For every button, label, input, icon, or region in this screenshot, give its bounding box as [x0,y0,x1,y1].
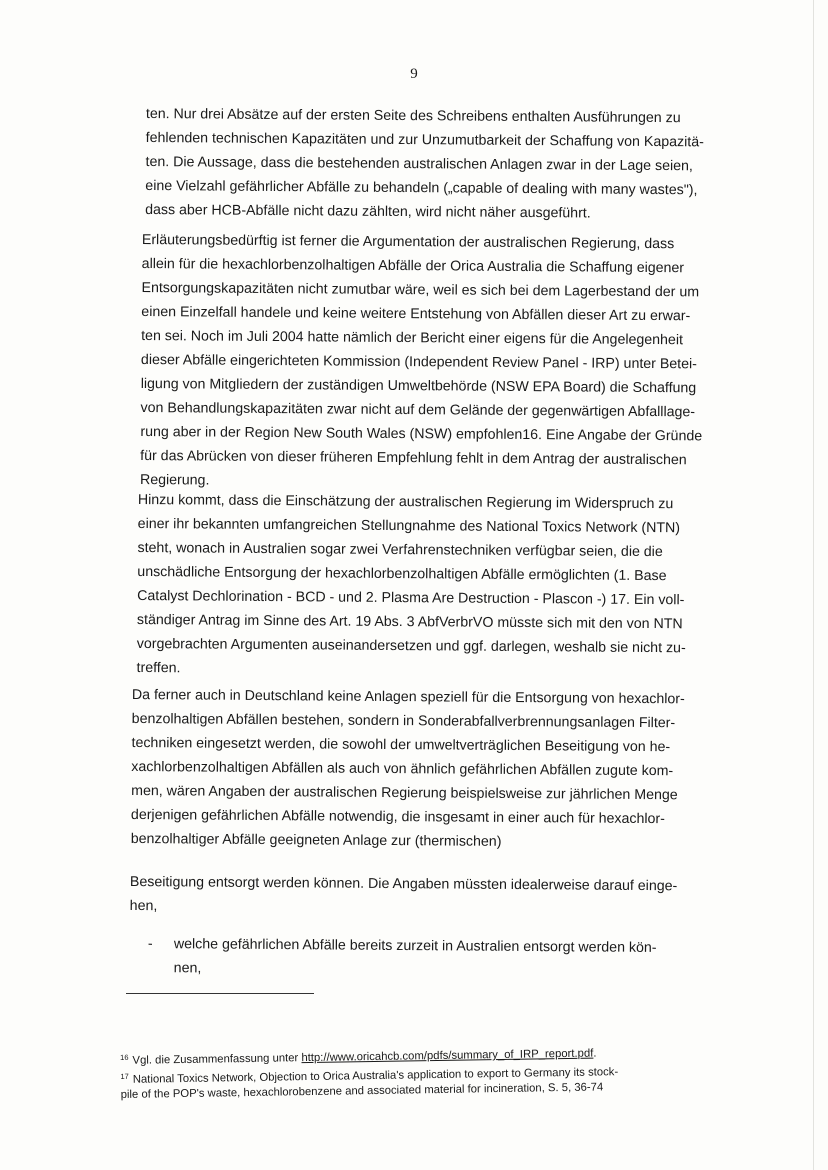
footnote-17-continuation: pile of the POP's waste, hexachlorobenzene and associated material for incineration, S. 5, 36-74 [120,1081,604,1101]
text-line: ten. Nur drei Absätze auf der ersten Seite des Schreibens enthalten Ausführungen zu [145,105,681,127]
footnotes [120,1041,681,1103]
text-line: Erläuterungsbedürftig ist ferner die Argumentation der australischen Regierung, dass [141,231,675,253]
text-line: dieser Abfälle eingerichteten Kommission (Independent Review Panel - IRP) unter Betei- [140,351,697,373]
text-line: Regierung. [139,471,210,489]
text-line: steht, wonach in Australien sogar zwei Verfahrenstechniken verfügbar seien, die die [137,539,663,561]
footnote-text: Vgl. die Zusammenfassung unter [132,1052,302,1067]
text-line: ständiger Antrag im Sinne des Art. 19 Abs. 3 AbfVerbrVO müsste sich mit den von NTN [136,611,683,633]
text-line: ten sei. Noch im Juli 2004 hatte nämlich der Bericht einer eigens für die Angelegenheit [141,327,684,349]
text-line: Hinzu kommt, dass die Einschätzung der australischen Regierung im Widerspruch zu [137,491,674,513]
text-line: ten. Die Aussage, dass die bestehenden australischen Anlagen zwar in der Lage seien, [145,153,693,175]
text-line: Da ferner auch in Deutschland keine Anlagen speziell für die Entsorgung von hexachlor- [131,686,685,708]
paragraph-1 [145,102,704,226]
text-line: Catalyst Dechlorination - BCD - und 2. Plasma Are Destruction - Plascon -) 17. Ein voll- [137,587,685,609]
footnote-separator [126,993,314,994]
text-line: techniken eingesetzt werden, die sowohl der umweltverträglichen Beseitigung von he- [131,734,671,756]
text-line: men, wären Angaben der australischen Regierung beispielsweise zur jährlichen Menge [131,782,678,804]
footnote-number: 16 [120,1052,129,1062]
text-line: einen Einzelfall handele und keine weitere Entstehung von Abfällen dieser Art zu erwar- [141,303,691,325]
text-line: Entsorgungskapazitäten nicht zumutbar wäre, weil es sich bei dem Lagerbestand der um [141,279,700,301]
text-line: eine Vielzahl gefährlicher Abfälle zu behandeln („capable of dealing with many wastes"), [145,177,698,199]
text-line: für das Abrücken von dieser früheren Empfehlung fehlt in dem Antrag der australischen [140,447,687,469]
text-line: allein für die hexachlorbenzolhaltigen Abfälle der Orica Australia die Schaffung eigener [141,255,685,277]
footnote-punctuation: . [593,1047,597,1060]
text-line: vorgebrachten Argumenten auseinandersetzen und ggf. darlegen, weshalb sie nicht zu- [136,635,686,657]
page-number: 9 [410,66,418,82]
paragraph-5 [129,870,678,922]
text-line: benzolhaltigen Abfällen bestehen, sondern in Sonderabfallverbrennungsanlagen Filter- [131,710,676,732]
text-line: treffen. [136,659,181,677]
dash-bullet-icon: - [147,935,153,953]
text-line: fehlenden technischen Kapazitäten und zur Unzumutbarkeit der Schaffung von Kapazitä- [145,129,704,151]
text-line: dass aber HCB-Abfälle nicht dazu zählten, wird nicht näher ausgeführt. [145,201,591,222]
text-line: hen, [129,897,158,915]
paragraph-3 [136,488,686,684]
footnote-link[interactable]: http://www.oricahcb.com/pdfs/summary_of_IRP_report.pdf [301,1047,594,1065]
text-line: derjenigen gefährlichen Abfälle notwendig, die insgesamt in einer auch für hexachlor- [130,806,665,828]
text-line: rung aber in der Region New South Wales (NSW) empfohlen16. Eine Angabe der Gründe [140,423,703,445]
footnote-number: 17 [120,1071,129,1081]
text-line: ligung von Mitgliedern der zuständigen Umweltbehörde (NSW EPA Board) die Schaffung [140,375,697,397]
scan-edge-line [813,0,814,1170]
text-line: benzolhaltiger Abfälle geeigneten Anlage zur (thermischen) [130,830,502,850]
footnote-text: National Toxics Network, Objection to Orica Australia's application to export to Germany its stock- [132,1066,619,1086]
paragraph-2 [139,228,703,496]
text-line: nen, [173,960,202,977]
text-line: Beseitigung entsorgt werden können. Die Angaben müssten idealerweise darauf einge- [129,873,678,895]
text-line: unschädliche Entsorgung der hexachlorbenzolhaltigen Abfälle ermöglichten (1. Base [137,563,667,585]
paragraph-4 [130,683,685,855]
text-line: einer ihr bekannten umfangreichen Stellungnahme des National Toxics Network (NTN) [137,515,681,537]
text-line: welche gefährlichen Abfälle bereits zurzeit in Australien entsorgt werden kön- [173,936,657,956]
text-line: xachlorbenzolhaltigen Abfällen als auch von ähnlich gefährlichen Abfällen zugute kom- [131,758,674,780]
bullet-text [174,932,658,984]
text-line: von Behandlungskapazitäten zwar nicht auf dem Gelände der gegenwärtigen Abfalllage- [140,399,696,421]
bullet-list-item [147,932,658,977]
